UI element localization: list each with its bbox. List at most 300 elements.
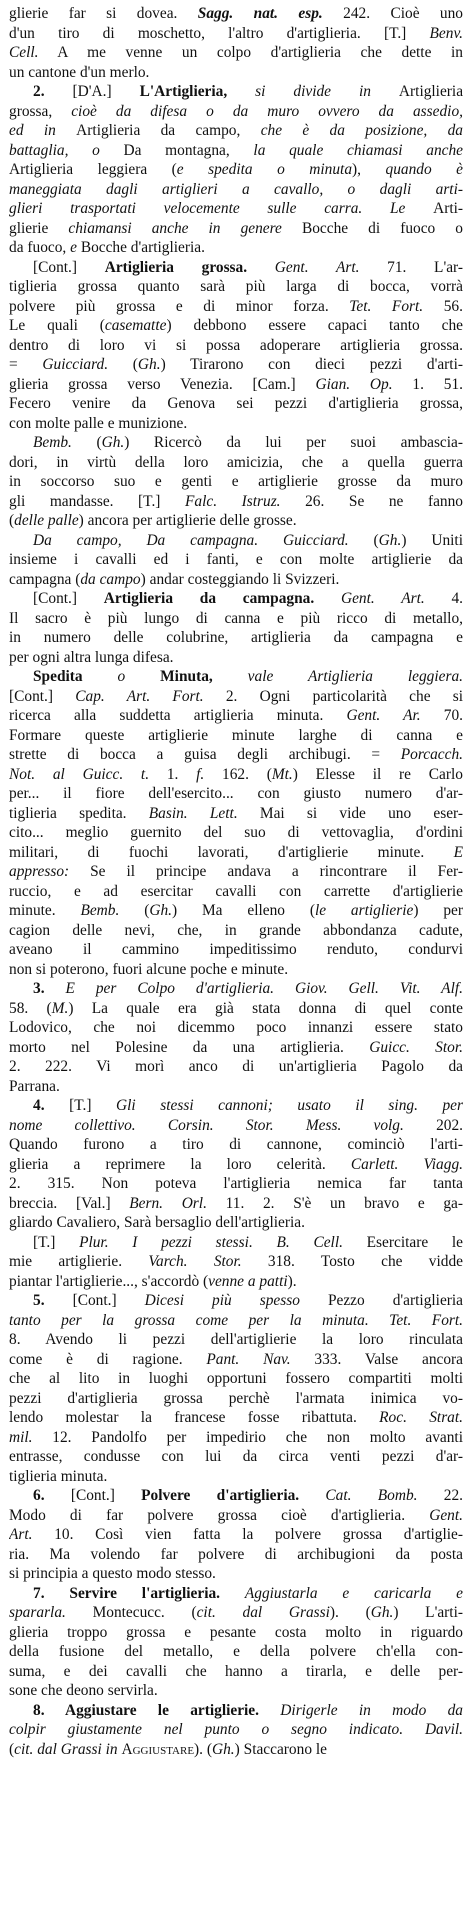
text-line <box>9 1057 463 1077</box>
text-segment: 22. <box>417 1487 463 1504</box>
text-segment: Benv. <box>429 24 463 42</box>
text-line <box>9 1350 463 1370</box>
text-segment: L'Artiglieria, <box>139 83 228 100</box>
text-segment: Porcacch. <box>400 746 463 763</box>
text-segment: glieria a reprimere la loro celerità. <box>9 1155 351 1173</box>
text-line <box>9 160 463 180</box>
text-segment: 2. <box>33 83 73 100</box>
text-segment: Bemb. <box>80 902 120 919</box>
text-line <box>9 1545 463 1565</box>
text-segment: insieme i cavalli ed i fanti, e con molte artiglierie da <box>9 551 463 568</box>
text-segment: 1. 51. <box>392 375 463 393</box>
text-segment: ) debbono essere capaci tanto che <box>166 317 463 334</box>
text-segment: ) ancora per artiglierie delle grosse. <box>78 512 297 529</box>
text-segment: Modo di far polvere grossa cioè d'artiglieria. <box>9 1506 430 1524</box>
text-segment: Carlett. Viagg. <box>350 1155 463 1173</box>
text-segment: ) Staccarono le <box>234 1740 327 1758</box>
text-segment <box>314 590 341 607</box>
text-line <box>9 940 463 960</box>
text-segment: Artiglieria <box>398 83 463 100</box>
text-segment: Gent. Ar. <box>346 707 421 724</box>
text-segment: Spedita <box>33 668 83 685</box>
text-segment: da campo <box>80 570 141 588</box>
text-line <box>9 687 463 707</box>
text-segment: lendo molestar la francese fosse ribattuta. <box>9 1409 380 1426</box>
text-segment: le artiglierie <box>314 902 414 919</box>
text-segment: 12. Pandolfo per impedirio che non molto avanti <box>32 1428 463 1446</box>
text-line <box>9 1662 463 1682</box>
text-line <box>9 82 463 102</box>
text-line <box>9 1194 463 1214</box>
text-segment: cit. dal Grassi <box>196 1604 330 1621</box>
text-line <box>9 336 463 356</box>
text-segment: ruccio, e ad esercitar cavalli con carrette d'artiglierie <box>9 882 463 900</box>
text-segment: Quando furono a tiro di cannone, cominciò l'arti- <box>9 1136 463 1153</box>
text-line <box>9 102 463 122</box>
text-segment: ( <box>108 356 138 373</box>
text-line <box>9 648 463 668</box>
text-segment: Da campo, Da campagna. Guicciard. <box>33 531 349 549</box>
text-segment: Minuta, <box>160 668 213 685</box>
text-line <box>9 960 463 980</box>
text-segment: mie artiglierie. <box>9 1253 149 1270</box>
text-segment: entrasse, condusse con lui da circa venti pezzi d'ar- <box>9 1448 463 1465</box>
text-segment: appresso: <box>9 863 70 880</box>
text-segment: chiamansi anche in genere <box>68 219 302 237</box>
text-segment: Aggiustare le artiglierie. <box>64 1701 259 1719</box>
text-segment: Gli stessi cannoni; usato il sing. per <box>116 1097 463 1114</box>
text-line <box>9 1506 463 1526</box>
text-segment: o <box>82 668 161 685</box>
text-segment: Gh. <box>370 1604 394 1621</box>
text-segment: pezzi d'artiglieria grossa perchè l'armata inimica vo- <box>9 1389 463 1407</box>
text-line <box>9 1584 463 1604</box>
text-segment: Tet. Fort. <box>349 297 424 315</box>
text-segment: Formare queste artiglierie minute larghe di canna e <box>9 726 463 744</box>
text-line <box>9 1077 463 1097</box>
text-segment: 2. 222. Vi morì anco di un'artiglieria Pagolo da <box>9 1058 463 1075</box>
text-segment: [Cont.] <box>70 1487 142 1504</box>
text-segment: grossa, <box>9 102 72 120</box>
text-segment: 162. ( <box>204 765 272 783</box>
text-segment: non si poterono, fuori alcune poche e minute. <box>9 960 289 978</box>
text-segment: che al lito in luoghi opportuni fossero compartiti molti <box>9 1370 463 1387</box>
text-segment: [D'A.] <box>72 83 140 100</box>
text-segment: Il sacro è più lungo di canna e più ricco di metallo, <box>9 609 463 627</box>
text-segment: ricerca alla suddetta artiglieria minuta. <box>9 707 347 724</box>
text-segment: 70. <box>420 707 463 724</box>
text-segment: Bocche di fuoco o <box>301 219 463 237</box>
text-segment: 333. Valse ancora <box>290 1350 463 1368</box>
text-line <box>9 1564 463 1584</box>
text-segment: 5. <box>33 1292 73 1309</box>
text-segment: Pant. Nav. <box>206 1350 291 1368</box>
text-segment: glieria troppo grossa e pesante costa molto in riguardo <box>9 1623 463 1641</box>
text-segment: campagna ( <box>9 570 81 588</box>
text-line <box>9 1116 463 1136</box>
text-segment: la quale chiamasi anche <box>253 141 463 159</box>
text-line <box>9 1642 463 1662</box>
text-line <box>9 199 463 219</box>
text-line <box>9 1018 463 1038</box>
text-segment: Mt. <box>271 765 293 783</box>
text-segment: ) Elesse il re Carlo <box>292 765 463 783</box>
text-line <box>9 1311 463 1331</box>
text-segment: Cap. Art. Fort. <box>75 687 204 705</box>
text-segment: 6. <box>33 1487 71 1504</box>
text-segment: ) Ricercò da lui per suoi ambascia- <box>124 434 463 451</box>
text-segment: 1. <box>149 765 197 783</box>
text-segment: spararla. <box>9 1604 93 1621</box>
text-line <box>9 1623 463 1643</box>
text-line <box>9 823 463 843</box>
text-segment <box>247 259 275 276</box>
text-line <box>9 1428 463 1448</box>
text-segment: ( <box>9 512 15 529</box>
text-segment: glierie <box>9 219 69 237</box>
text-segment: breccia. [Val.] <box>9 1194 130 1212</box>
text-line <box>9 1174 463 1194</box>
text-line <box>9 784 463 804</box>
text-line <box>9 667 463 687</box>
text-line <box>9 1291 463 1311</box>
text-segment: Gent. Art. <box>274 258 360 276</box>
text-line <box>9 219 463 239</box>
text-line <box>9 1447 463 1467</box>
text-segment: un cantone d'un merlo. <box>9 63 150 81</box>
text-segment: della fusione del metallo, e della polvere ch'ella con- <box>9 1643 463 1660</box>
text-segment: delle palle <box>14 512 79 529</box>
text-line <box>9 1525 463 1545</box>
text-segment: [Cont.] <box>9 687 76 705</box>
text-segment: 4. <box>33 1097 70 1114</box>
text-segment: venne a patti <box>208 1272 288 1290</box>
text-segment: ) La quale era già stata donna di quel conte <box>68 999 463 1017</box>
text-segment: 202. <box>403 1116 463 1134</box>
text-segment: 318. Tosto che vidde <box>241 1253 463 1270</box>
text-segment: nome collettivo. Corsin. Stor. Mess. volg. <box>9 1116 404 1134</box>
text-segment: Montecucc. ( <box>92 1604 197 1621</box>
text-segment: Da montagna, <box>123 141 254 159</box>
text-segment: Pezzo d'artiglieria <box>327 1292 463 1309</box>
text-segment: 4. <box>424 590 463 607</box>
text-segment: Gh. <box>378 531 402 549</box>
text-line <box>9 1369 463 1389</box>
text-line <box>9 1389 463 1409</box>
text-line <box>9 433 463 453</box>
text-segment: 3. <box>33 980 66 997</box>
text-segment: che è da posizione, da <box>260 122 463 139</box>
text-line <box>9 862 463 882</box>
text-segment: 8. Avendo li pezzi dell'artiglierie la loro rinculata <box>9 1331 463 1348</box>
text-segment: e <box>70 239 81 256</box>
text-segment: A me venne un colpo d'artiglieria che dette in <box>38 44 463 61</box>
text-segment: Bern. Orl. <box>129 1194 207 1212</box>
text-segment: Roc. Strat. <box>379 1409 463 1426</box>
text-segment: per... il fiore dell'esercito... con giusto numero d'ar- <box>9 785 463 802</box>
text-segment: ( <box>9 1740 15 1758</box>
text-line <box>9 258 463 278</box>
text-line <box>9 1467 463 1487</box>
text-line <box>9 180 463 200</box>
text-segment: Guicciard. <box>42 356 109 373</box>
text-line <box>9 1701 463 1721</box>
text-segment: in numero delle colubrine, artiglieria da campagna e <box>9 629 463 646</box>
text-line <box>9 414 463 434</box>
text-line <box>9 531 463 551</box>
text-line <box>9 1272 463 1292</box>
text-segment: Varch. Stor. <box>148 1253 242 1270</box>
text-segment: [T.] <box>33 1233 80 1251</box>
text-segment: gliardo Cavaliero, Sarà bersaglio dell'artiglieria. <box>9 1214 305 1231</box>
text-segment: 11. 2. S'è un bravo e ga- <box>206 1194 463 1212</box>
text-segment: Guicc. Stor. <box>369 1038 463 1056</box>
text-segment: d'un tiro di moschetto, l'altro d'artiglieria. [T.] <box>9 24 430 42</box>
text-segment: piantar l'artiglierie..., s'accordò ( <box>9 1272 209 1290</box>
text-segment: tiglieria minuta. <box>9 1467 108 1485</box>
text-segment: cito... meglio guernito del suo di vettovaglia, d'ordini <box>9 824 463 841</box>
text-segment: 7. <box>33 1584 70 1602</box>
text-segment: quando è <box>385 161 463 178</box>
text-segment: E per Colpo d'artiglieria. Giov. Gell. Vit. Alf. <box>65 980 463 997</box>
text-line <box>9 1486 463 1506</box>
text-segment: polvere più grossa e di minor forza. <box>9 297 350 315</box>
text-segment: ) andar costeggiando li Svizzeri. <box>140 570 340 588</box>
text-segment: glieria grossa verso Venezia. [Cam.] <box>9 375 316 393</box>
text-line <box>9 141 463 161</box>
text-segment: = <box>9 356 43 373</box>
text-segment: da fuoco, <box>9 239 71 256</box>
text-segment: tiglieria grossa quanto sarà più larga di bocca, vorrà <box>9 278 463 295</box>
text-segment: gli mandasse. [T.] <box>9 492 185 510</box>
text-segment: aveano il cammino impeditissimo renduto, condurvi <box>9 941 463 958</box>
text-segment: [T.] <box>69 1097 117 1114</box>
text-line <box>9 1603 463 1623</box>
text-segment: Lodovico, che noi dicemmo poco innanzi essere stato <box>9 1019 463 1036</box>
text-line <box>9 1740 463 1760</box>
text-segment: militari, di fuochi lavorati, d'artiglierie minute. <box>9 843 454 861</box>
text-segment: per ogni altra lunga difesa. <box>9 648 174 666</box>
text-segment: [Cont.] <box>72 1292 145 1309</box>
text-segment: Sagg. nat. esp. <box>197 5 323 22</box>
text-segment: come è di ragione. <box>9 1350 207 1368</box>
text-segment: ). ( <box>329 1604 371 1621</box>
text-line <box>9 1096 463 1116</box>
text-segment: Artiglieria da campo, <box>76 122 261 139</box>
text-segment: Aggiustarla e caricarla e <box>244 1584 463 1602</box>
text-line <box>9 745 463 765</box>
text-line <box>9 277 463 297</box>
text-segment: vale Artiglieria leggiera. <box>212 668 463 685</box>
text-segment: 8. <box>33 1701 65 1719</box>
text-segment: minute. <box>9 902 81 919</box>
text-line <box>9 882 463 902</box>
text-line <box>9 453 463 473</box>
text-segment: Arti- <box>433 200 463 217</box>
text-segment: Gh. <box>137 356 161 373</box>
text-segment: con molte palle e munizione. <box>9 414 188 432</box>
text-segment: E <box>453 843 463 861</box>
text-segment: [Cont.] <box>33 258 105 276</box>
text-segment: 10. Così vien fatta la polvere grossa d'artiglie- <box>32 1526 463 1543</box>
text-line <box>9 121 463 141</box>
text-segment: Artiglieria leggiera ( <box>9 161 177 178</box>
text-segment: glierie far si dovea. <box>9 5 198 22</box>
text-segment: Servire l'artiglieria. <box>69 1584 221 1602</box>
text-segment: cit. dal Grassi in <box>14 1740 122 1758</box>
text-segment: Gh. <box>101 434 125 451</box>
text-segment: Cell. <box>9 44 39 61</box>
text-line <box>9 1408 463 1428</box>
text-segment: Artiglieria grossa. <box>104 258 248 276</box>
text-line <box>9 550 463 570</box>
text-segment: si divide in <box>227 83 399 100</box>
text-segment: colpir giustamente nel punto o segno indicato. Davil. <box>9 1721 463 1738</box>
text-segment: Artiglieria da campagna. <box>103 590 315 607</box>
text-line <box>9 1233 463 1253</box>
text-segment: dentro di loro vi si possa adoperare artiglieria grossa. <box>9 336 463 354</box>
text-line <box>9 24 463 44</box>
text-line <box>9 1330 463 1350</box>
text-line <box>9 706 463 726</box>
text-segment <box>299 1487 325 1504</box>
text-segment: Polvere d'artiglieria. <box>141 1487 300 1504</box>
text-segment: e spedita o minuta <box>176 161 353 178</box>
text-line <box>9 1252 463 1272</box>
text-segment: Art. <box>9 1526 33 1543</box>
text-segment: 26. Se ne fanno <box>280 492 463 510</box>
text-line <box>9 979 463 999</box>
text-segment: Esercitare le <box>342 1233 463 1251</box>
text-line <box>9 316 463 336</box>
text-line <box>9 1681 463 1701</box>
text-segment: 2. Ogni particolarità che si <box>203 687 463 705</box>
text-segment: 71. L'ar- <box>359 258 463 276</box>
text-segment: 58. ( <box>9 999 52 1017</box>
text-segment: 2. 315. Non poteva l'artiglieria nemica far tanta <box>9 1175 463 1192</box>
text-segment: ). ( <box>194 1740 212 1758</box>
text-segment: suma, e dei cavalli che hanno a tirarla, e delle per- <box>9 1662 463 1680</box>
text-segment: tiglieria spedita. <box>9 804 149 822</box>
text-segment: Gent. <box>429 1506 463 1524</box>
text-line <box>9 511 463 531</box>
text-line <box>9 1038 463 1058</box>
text-line <box>9 492 463 512</box>
text-segment: Dirigerle in modo da <box>280 1701 463 1719</box>
text-line <box>9 765 463 785</box>
text-line <box>9 726 463 746</box>
text-line <box>9 297 463 317</box>
text-line <box>9 1155 463 1175</box>
text-segment: Gh. <box>149 902 172 919</box>
text-segment: si principia a questo modo stesso. <box>9 1565 216 1582</box>
text-line <box>9 394 463 414</box>
text-segment: ( <box>71 434 102 451</box>
text-segment: sone che deono servirla. <box>9 1682 158 1699</box>
text-segment: Falc. Istruz. <box>185 492 281 510</box>
text-line <box>9 901 463 921</box>
text-segment: Parrana. <box>9 1077 60 1095</box>
text-segment: maneggiata dagli artiglieri a cavallo, o dagli arti- <box>9 180 463 198</box>
text-segment: Se il principe andava a rincontrare il Fer- <box>69 863 463 880</box>
text-segment: strette di bocca a guisa degli archibugi. = <box>9 746 401 763</box>
text-segment: tanto per la grossa come per la minuta. Tet. Fort. <box>9 1311 463 1329</box>
text-segment: Le quali ( <box>9 317 105 334</box>
text-line <box>9 375 463 395</box>
text-line <box>9 1213 463 1233</box>
text-line <box>9 843 463 863</box>
text-segment: ( <box>119 902 150 919</box>
text-line <box>9 921 463 941</box>
text-segment <box>220 1585 245 1602</box>
text-segment: ( <box>348 531 379 549</box>
text-segment: M. <box>51 999 69 1017</box>
text-segment: f. <box>196 765 205 783</box>
text-segment: cagion delle nevi, che, in grande abbondanza cadute, <box>9 921 463 939</box>
text-segment: Gent. Art. <box>340 590 425 607</box>
text-segment: Dicesi più spesso <box>144 1292 328 1309</box>
text-segment: 242. Cioè uno <box>322 5 463 22</box>
text-segment: cioè da difesa o da muro ovvero da assedio, <box>71 102 463 120</box>
text-segment: Mai si vide uno eser- <box>237 804 463 822</box>
text-segment: Gh. <box>212 1740 235 1758</box>
text-line <box>9 589 463 609</box>
text-segment: [Cont.] <box>33 590 104 607</box>
text-segment: ) L'arti- <box>393 1604 463 1621</box>
text-line <box>9 472 463 492</box>
text-segment <box>259 1702 280 1719</box>
text-line <box>9 804 463 824</box>
text-line <box>9 609 463 629</box>
text-line <box>9 238 463 258</box>
text-line <box>9 43 463 63</box>
text-segment: glieri trasportati velocemente sulle carra. Le <box>9 200 434 217</box>
text-segment: ) Uniti <box>401 531 463 549</box>
text-segment: Plur. I pezzi stessi. B. Cell. <box>79 1233 343 1251</box>
text-segment: ), <box>352 161 386 178</box>
text-segment: Basin. Lett. <box>148 804 238 822</box>
text-segment: ) per <box>413 902 463 919</box>
text-line <box>9 1720 463 1740</box>
text-segment: battaglia, o <box>9 141 124 159</box>
text-segment: dori, in virtù della loro amicizia, che a quella guerra <box>9 453 463 471</box>
text-segment: Aggiustare <box>121 1740 195 1758</box>
text-line <box>9 570 463 590</box>
text-segment: Bocche d'artiglieria. <box>80 239 205 256</box>
text-segment: ). <box>287 1272 297 1290</box>
text-segment: ) Tirarono con dieci pezzi d'arti- <box>160 356 463 373</box>
text-segment: Bemb. <box>33 434 72 451</box>
text-segment: ) Ma elleno ( <box>172 902 315 919</box>
text-segment: mil. <box>9 1428 33 1446</box>
text-segment: ed in <box>9 122 77 139</box>
text-line <box>9 63 463 83</box>
text-line <box>9 4 463 24</box>
text-line <box>9 1135 463 1155</box>
text-line <box>9 355 463 375</box>
text-segment: 56. <box>423 297 463 315</box>
text-segment: in soccorso suo e genti e artiglierie grosse da muro <box>9 473 463 490</box>
text-segment: Fecero venire da Genova sei pezzi d'artiglieria grossa, <box>9 395 463 412</box>
text-segment: casematte <box>104 317 167 334</box>
text-segment: Not. al Guicc. t. <box>9 765 150 783</box>
text-line <box>9 628 463 648</box>
text-line <box>9 999 463 1019</box>
text-segment: morto nel Polesine da una artiglieria. <box>9 1038 370 1056</box>
text-segment: Gian. Op. <box>315 375 393 393</box>
text-segment: Cat. Bomb. <box>325 1487 418 1504</box>
text-segment: ria. Ma volendo far polvere di archibugioni da posta <box>9 1545 463 1563</box>
